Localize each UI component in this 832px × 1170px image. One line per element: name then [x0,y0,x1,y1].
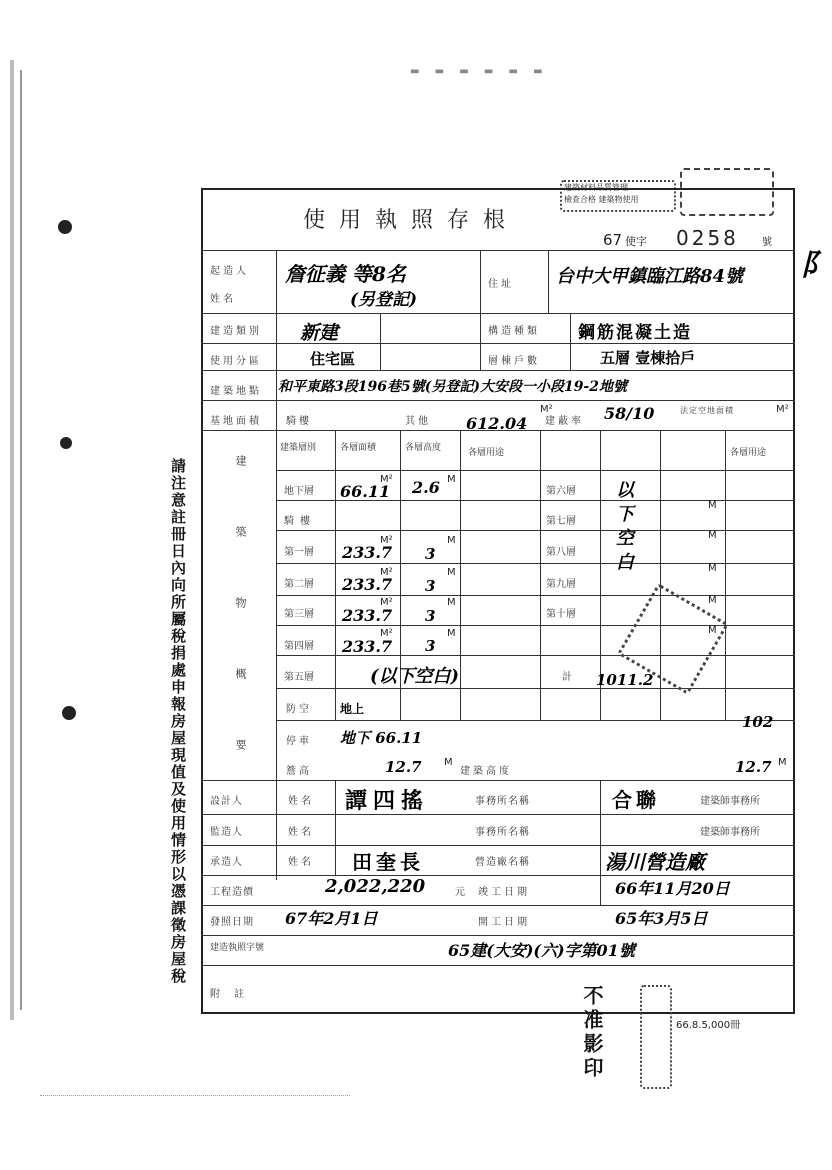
unit-m2: M² [380,597,393,608]
designer-value: 譚四搖 [345,788,430,814]
budget-value: 2,022,220 [325,876,426,897]
building-type-value: 新建 [300,322,339,344]
defence-label: 防空 [286,704,312,715]
builder-value: 詹征義 等8名 [285,262,406,286]
contractor-name-label: 姓名 [288,857,314,868]
permit-ref-value: 65建(大安)(六)字第01號 [448,941,635,960]
floor-7-label: 第七層 [546,516,576,527]
designer-firm-value: 合聯 [612,788,660,812]
floor-4-height: 3 [425,637,436,655]
floor-1-label: 第一層 [284,547,314,558]
issue-label: 發照日期 [210,917,254,928]
unit-m: M [447,597,456,608]
floor-1-height: 3 [425,545,436,563]
builder-name-label: 姓名 [210,294,236,305]
floor-level-header: 建築層別 [280,443,317,453]
address-label: 住址 [488,279,514,290]
total-area-value: 1011.2 [596,671,654,689]
unit-m: M [708,530,717,541]
inspection-stamp-line1: 建築材料品質管理 [564,183,628,192]
remarks-label: 附註 [210,989,258,1000]
total-label: 計 [562,672,575,683]
parking-value: 地下 66.11 [340,729,423,747]
site-other-area-value: 612.04 [466,414,528,433]
floor-2-area: 233.7 [342,575,393,594]
basement-height: 2.6 [412,478,440,497]
legal-empty-label: 法定空地面積 [680,406,734,415]
address-value: 台中大甲鎮臨江路84號 [556,266,744,287]
floor-1-area: 233.7 [342,543,393,562]
supervisor-arch-label: 建築師事務所 [700,827,760,838]
designer-name-label: 姓名 [288,796,314,807]
building-height-value: 12.7 [735,758,772,776]
blank-note-vertical: 以下空白 [613,480,634,576]
designer-label: 設計人 [210,796,243,807]
unit-m2: M² [776,404,789,415]
punch-hole [58,220,72,234]
start-value: 65年3月5日 [615,909,708,928]
coverage-label: 建蔽率 [545,416,584,427]
floor-4-label: 第四層 [284,641,314,652]
structure-value: 鋼筋混凝土造 [578,323,692,343]
unit-m2: M² [380,535,393,546]
site-location-value: 和平東路3段196巷5號(另登記)大安段一小段19-2地號 [278,379,627,395]
completion-label: 竣工日期 [478,887,530,898]
floor-2-height: 3 [425,577,436,595]
building-height-label: 建築高度 [460,766,512,777]
use-zone-value: 住宅區 [310,350,356,368]
contractor-firm-value: 湯川營造廠 [605,850,705,874]
completion-value: 66年11月20日 [615,879,730,898]
unit-m: M [444,757,453,768]
floors-units-label: 層棟戶數 [488,356,540,367]
floor-2-label: 第二層 [284,579,314,590]
print-mark: 66.8.5,000冊 [676,1020,741,1031]
supervisor-label: 監造人 [210,827,243,838]
building-type-label: 建造類別 [210,326,262,337]
eaves-label: 簷高 [286,766,312,777]
floor-5-label: 第五層 [284,672,314,683]
scan-edge [10,60,14,1020]
header-scribble: ▬ ▬ ▬ ▬ ▬ ▬ [410,66,549,77]
permit-number: 0258 [676,226,739,250]
unit-m: M [447,474,456,485]
unit-m: M [778,757,787,768]
floor-height-header: 各層高度 [405,443,442,453]
other-label: 其他 [405,416,431,427]
building-summary-side-label: 建築物概要 [234,455,247,810]
unit-m: M [708,563,717,574]
site-location-label: 建築地點 [210,386,262,397]
bottom-seal [640,985,672,1089]
bottom-stamp: 不准影印 [580,985,604,1081]
budget-label: 工程造價 [210,887,254,898]
floor-5-note: (以下空白) [370,666,460,687]
floor-3-area: 233.7 [342,606,393,625]
right-edge-fragment: 阝 [800,248,830,283]
unit-m: M [447,628,456,639]
unit-m2: M² [380,474,393,485]
coverage-value: 58/10 [604,404,655,423]
arcade-label: 騎樓 [286,416,312,427]
factory-name-label: 營造廠名稱 [475,857,530,868]
arch-firm-label: 建築師事務所 [700,796,760,807]
floor-9-label: 第九層 [546,579,576,590]
builder-label: 起造人 [210,266,249,277]
defence-value: 地上 [340,702,365,716]
unit-m2: M² [380,628,393,639]
site-area-label: 基地面積 [210,416,262,427]
unit-m: M [708,595,717,606]
structure-label: 構造種類 [488,326,540,337]
total-floor-value: 102 [742,713,774,731]
unit-m: M [708,625,717,636]
punch-hole [60,437,72,449]
yuan-label: 元 [455,887,468,898]
builder-sub-value: (另登記) [350,290,418,310]
contractor-label: 承造人 [210,857,243,868]
designer-firm-label: 事務所名稱 [475,796,530,807]
permit-year: 67 [603,231,623,249]
permit-mid: 使字 [625,235,647,248]
floor-3-height: 3 [425,607,436,625]
inspection-stamp-line2: 檢查合格 建築物使用 [564,195,639,204]
punch-hole [62,706,76,720]
unit-m2: M² [540,404,553,415]
supervisor-firm-label: 事務所名稱 [475,827,530,838]
unit-m: M [447,535,456,546]
basement-label: 地下層 [284,486,314,497]
permit-suffix: 號 [762,237,772,248]
margin-note: 請注意註冊日內向所屬稅捐處申報房屋現值及使用情形以憑課徵房屋稅 [169,458,187,985]
contractor-value: 田奎長 [352,850,424,874]
floor-use-header-2: 各層用途 [730,448,767,458]
loft-label: 騎樓 [284,516,316,527]
floor-3-label: 第三層 [284,609,314,620]
page-title: 使用執照存根 [303,208,520,233]
basement-area: 66.11 [340,482,391,501]
floor-4-area: 233.7 [342,637,393,656]
floor-6-label: 第六層 [546,486,576,497]
scan-edge [20,70,22,1010]
floor-10-label: 第十層 [546,609,576,620]
unit-m: M [708,500,717,511]
issue-value: 67年2月1日 [285,909,378,928]
floor-use-header: 各層用途 [468,448,505,458]
unit-m: M [447,567,456,578]
use-zone-label: 使用分區 [210,356,262,367]
eaves-height-value: 12.7 [385,758,422,776]
parking-label: 停車 [286,736,312,747]
unit-m2: M² [380,567,393,578]
floor-8-label: 第八層 [546,547,576,558]
permit-no-label: 建造執照字號 [210,943,265,953]
floors-units-value: 五層 壹棟拾戶 [600,349,696,367]
floor-area-header: 各層面積 [340,443,377,453]
start-label: 開工日期 [478,917,530,928]
supervisor-name-label: 姓名 [288,827,314,838]
